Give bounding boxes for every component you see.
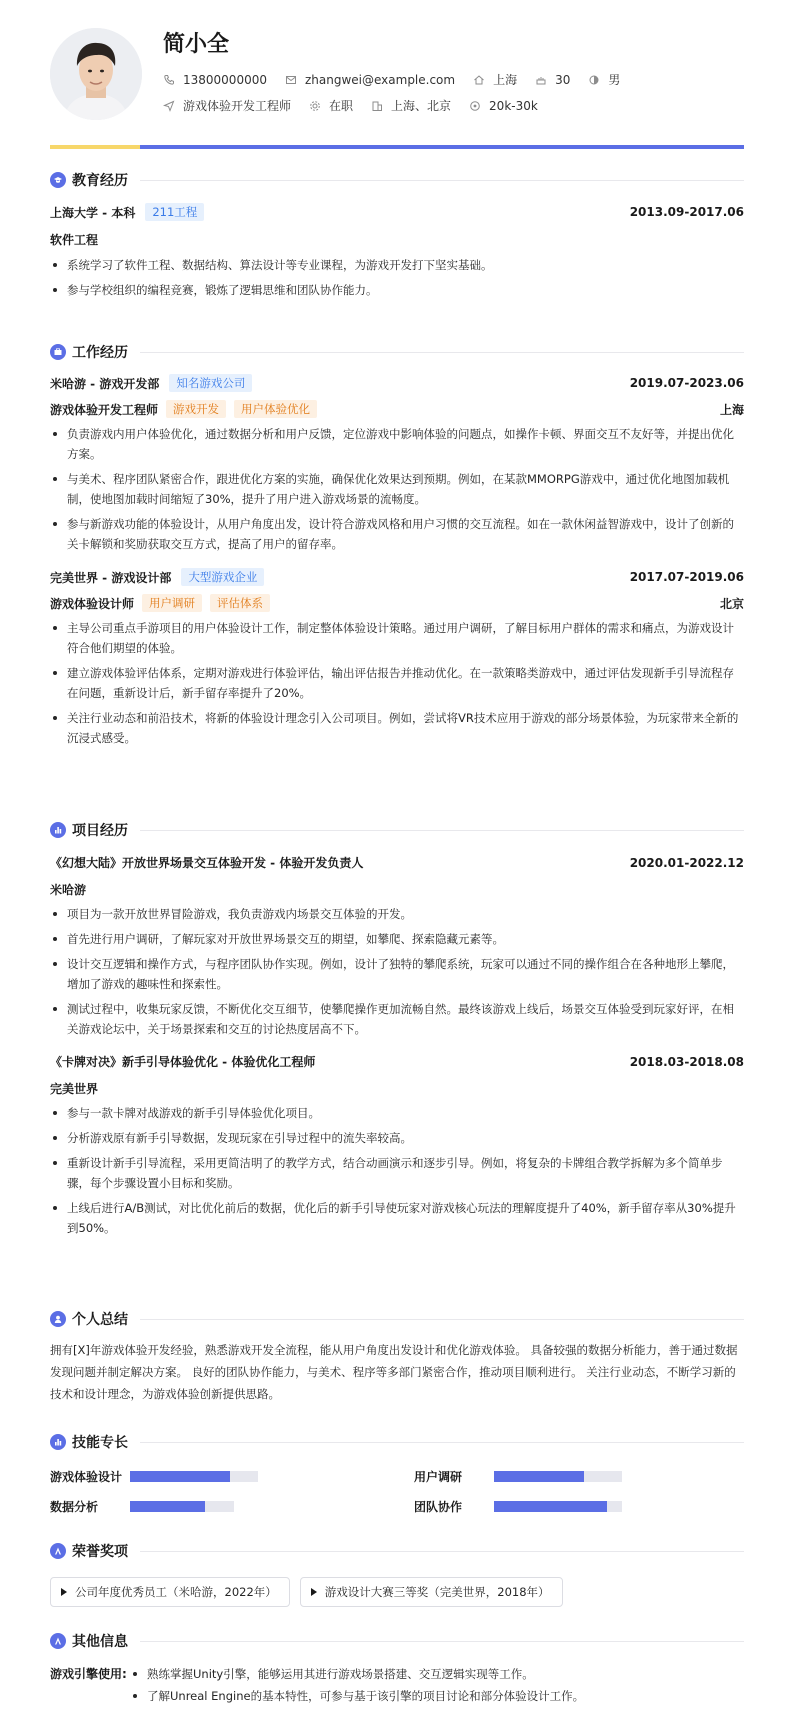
education-section <box>50 170 744 300</box>
email-text: zhangwei@example.com <box>304 72 456 87</box>
project-org: 米哈游 <box>50 883 87 897</box>
project-org: 完美世界 <box>50 1082 99 1096</box>
skill-item <box>50 1497 380 1515</box>
gear-icon <box>309 100 321 112</box>
section-header <box>50 1309 744 1329</box>
section-title: 个人总结 <box>72 1312 128 1328</box>
location-item <box>473 71 517 88</box>
list-item: 项目为一款开放世界冒险游戏，我负责游戏内场景交互体验的开发。 <box>50 904 744 924</box>
list-item: 首先进行用户调研，了解玩家对开放世界场景交互的期望，如攀爬、探索隐藏元素等。 <box>50 929 744 949</box>
project-name: 《幻想大陆》开放世界场景交互体验开发 - 体验开发负责人 <box>50 856 364 870</box>
education-bullets <box>50 255 744 300</box>
list-item: 系统学习了软件工程、数据结构、算法设计等专业课程，为游戏开发打下坚实基础。 <box>50 255 744 275</box>
awards-section <box>50 1541 744 1607</box>
user-icon <box>50 1311 66 1327</box>
header-divider <box>50 145 744 149</box>
list-item: 设计交互逻辑和操作方式，与程序团队协作实现。例如，设计了独特的攀爬系统，玩家可以通过不同的操作组合在各种地形上攀爬，增加了游戏的趣味性和探索性。 <box>50 954 744 994</box>
award-icon <box>50 1543 66 1559</box>
section-header <box>50 342 744 362</box>
award-icon <box>50 1633 66 1649</box>
section-divider <box>140 1641 744 1642</box>
section-divider <box>140 830 744 831</box>
phone-text: 13800000000 <box>183 72 267 87</box>
candidate-name: 简小全 <box>163 32 230 57</box>
role-tag: 用户调研 <box>142 594 202 612</box>
work-city: 上海 <box>719 402 744 417</box>
section-divider <box>140 1442 744 1443</box>
phone-icon <box>163 74 175 86</box>
skill-item <box>414 1467 744 1485</box>
list-item: 与美术、程序团队紧密合作，跟进优化方案的实施，确保优化效果达到预期。例如，在某款MMORPG游戏中，通过优化地图加载机制，使地图加载时间缩短了30%，提升了用户进入游戏场景的流畅度。 <box>50 469 744 509</box>
project-entry-header <box>50 1053 744 1070</box>
summary-text: 拥有[X]年游戏体验开发经验，熟悉游戏开发全流程，能从用户角度出发设计和优化游戏体验。 具备较强的数据分析能力，善于通过数据发现问题并制定解决方案。 良好的团队协作能力，与美术、程序等多部门紧密合作，推动项目顺利进行。 关注行业动态，不断学习新的技术和设计理念，为游戏体验创新提供思路。 <box>50 1343 738 1401</box>
section-header <box>50 170 744 190</box>
list-item: 参与新游戏功能的体验设计，从用户角度出发，设计符合游戏风格和用户习惯的交互流程。如在一款休闲益智游戏中，设计了创新的关卡解锁和奖励获取交互方式，提高了用户的留存率。 <box>50 514 744 554</box>
work-date: 2019.07-2023.06 <box>629 376 744 390</box>
money-icon <box>469 100 481 112</box>
avatar-photo <box>50 28 142 120</box>
skill-name: 数据分析 <box>50 1499 99 1514</box>
salary-text: 20k-30k <box>489 98 538 113</box>
project-bullets <box>50 1103 744 1238</box>
section-divider <box>140 1551 744 1552</box>
section-title: 其他信息 <box>72 1634 128 1650</box>
work-role-row <box>50 594 744 612</box>
company-tag: 大型游戏企业 <box>181 568 264 586</box>
company-name: 完美世界 - 游戏设计部 <box>50 570 172 585</box>
other-section <box>50 1631 744 1707</box>
briefcase-icon <box>50 344 66 360</box>
gender-icon <box>588 74 600 86</box>
skill-fill <box>494 1471 584 1482</box>
role-tag: 用户体验优化 <box>234 400 317 418</box>
bar-chart-icon <box>50 822 66 838</box>
gender-item <box>588 71 620 88</box>
summary-section <box>50 1309 744 1405</box>
mail-icon <box>285 74 297 86</box>
divider-blue <box>140 145 744 149</box>
work-bullets <box>50 424 744 554</box>
skill-bar <box>130 1501 234 1512</box>
project-date: 2020.01-2022.12 <box>629 855 744 870</box>
section-title: 项目经历 <box>72 823 128 839</box>
list-item: 了解Unreal Engine的基本特性，可参与基于该引擎的项目讨论和部分体验设计工作。 <box>130 1685 584 1707</box>
skill-bar <box>130 1471 258 1482</box>
send-icon <box>163 100 175 112</box>
skill-name: 游戏体验设计 <box>50 1469 123 1484</box>
section-header <box>50 1432 744 1452</box>
skill-bar <box>494 1501 622 1512</box>
company-tag: 知名游戏公司 <box>169 374 252 392</box>
status-text: 在职 <box>329 99 354 113</box>
email-item <box>285 73 455 87</box>
education-entry-header <box>50 203 744 221</box>
salary-item <box>469 99 538 113</box>
job-intent-row <box>163 97 556 114</box>
major-name: 软件工程 <box>50 233 99 247</box>
company-name: 米哈游 - 游戏开发部 <box>50 376 160 391</box>
age-item <box>535 73 570 87</box>
section-title: 教育经历 <box>72 173 128 189</box>
home-icon <box>473 74 485 86</box>
role-name: 游戏体验设计师 <box>50 596 135 611</box>
play-icon <box>311 1588 317 1596</box>
skills-grid <box>50 1467 744 1515</box>
awards-list <box>50 1577 744 1607</box>
project-date: 2018.03-2018.08 <box>629 1054 744 1069</box>
gender-text: 男 <box>608 73 621 87</box>
skill-fill <box>130 1501 205 1512</box>
work-entry-header <box>50 374 744 392</box>
section-header <box>50 1541 744 1561</box>
section-title: 荣誉奖项 <box>72 1544 128 1560</box>
play-icon <box>61 1588 67 1596</box>
school-tag: 211工程 <box>145 203 204 221</box>
skill-name: 团队协作 <box>414 1499 463 1514</box>
list-item: 熟练掌握Unity引擎，能够运用其进行游戏场景搭建、交互逻辑实现等工作。 <box>130 1663 584 1685</box>
building-icon <box>371 100 383 112</box>
other-bullets <box>130 1663 584 1707</box>
project-bullets <box>50 904 744 1039</box>
list-item: 关注行业动态和前沿技术，将新的体验设计理念引入公司项目。例如，尝试将VR技术应用于游戏的部分场景体验，为玩家带来全新的沉浸式感受。 <box>50 708 744 748</box>
work-date: 2017.07-2019.06 <box>629 570 744 584</box>
role-tag: 游戏开发 <box>166 400 226 418</box>
award-item <box>50 1577 290 1607</box>
award-text: 游戏设计大赛三等奖（完美世界，2018年） <box>324 1585 550 1599</box>
status-item <box>309 97 353 114</box>
list-item: 参与学校组织的编程竞赛，锻炼了逻辑思维和团队协作能力。 <box>50 280 744 300</box>
section-title: 工作经历 <box>72 345 128 361</box>
education-date: 2013.09-2017.06 <box>629 205 744 219</box>
role-name: 游戏体验开发工程师 <box>50 402 159 417</box>
list-item: 测试过程中，收集玩家反馈，不断优化交互细节，使攀爬操作更加流畅自然。最终该游戏上线后，场景交互体验受到玩家好评，在相关游戏论坛中，关于场景探索和交互的讨论热度居高不下。 <box>50 999 744 1039</box>
section-divider <box>140 352 744 353</box>
list-item: 主导公司重点手游项目的用户体验设计工作，制定整体体验设计策略。通过用户调研，了解目标用户群体的需求和痛点，为游戏设计符合他们期望的体验。 <box>50 618 744 658</box>
section-header <box>50 820 744 840</box>
section-header <box>50 1631 744 1651</box>
skill-item <box>414 1497 744 1515</box>
section-divider <box>140 180 744 181</box>
list-item: 建立游戏体验评估体系，定期对游戏进行体验评估，输出评估报告并推动优化。在一款策略类游戏中，通过评估发现新手引导流程存在问题，重新设计后，新手留存率提升了20%。 <box>50 663 744 703</box>
list-item: 参与一款卡牌对战游戏的新手引导体验优化项目。 <box>50 1103 744 1123</box>
city-item <box>371 97 451 114</box>
section-title: 技能专长 <box>72 1435 128 1451</box>
list-item: 负责游戏内用户体验优化，通过数据分析和用户反馈，定位游戏中影响体验的问题点，如操作卡顿、界面交互不友好等，并提出优化方案。 <box>50 424 744 464</box>
graduation-cap-icon <box>50 172 66 188</box>
skill-fill <box>130 1471 230 1482</box>
position-item <box>163 97 291 114</box>
work-role-row <box>50 400 744 418</box>
role-tag: 评估体系 <box>210 594 270 612</box>
resume-header <box>50 0 744 132</box>
bar-chart-icon <box>50 1434 66 1450</box>
skill-fill <box>494 1501 607 1512</box>
work-section <box>50 342 744 748</box>
cake-icon <box>535 74 547 86</box>
work-bullets <box>50 618 744 748</box>
school-name: 上海大学 - 本科 <box>50 205 136 220</box>
work-city: 北京 <box>719 596 744 611</box>
project-name: 《卡牌对决》新手引导体验优化 - 体验优化工程师 <box>50 1055 316 1069</box>
phone-item <box>163 73 267 87</box>
location-text: 上海 <box>493 73 518 87</box>
list-item: 分析游戏原有新手引导数据，发现玩家在引导过程中的流失率较高。 <box>50 1128 744 1148</box>
skills-section <box>50 1432 744 1515</box>
position-text: 游戏体验开发工程师 <box>183 99 292 113</box>
list-item: 上线后进行A/B测试，对比优化前后的数据，优化后的新手引导使玩家对游戏核心玩法的理解度提升了40%，新手留存率从30%提升到50%。 <box>50 1198 744 1238</box>
avatar <box>50 28 142 120</box>
work-entry-header <box>50 568 744 586</box>
other-block <box>50 1663 744 1707</box>
section-divider <box>140 1319 744 1320</box>
divider-yellow <box>50 145 140 149</box>
award-item <box>300 1577 563 1607</box>
age-text: 30 <box>555 72 571 87</box>
projects-section <box>50 820 744 1238</box>
other-label: 游戏引擎使用: <box>50 1667 127 1681</box>
award-text: 公司年度优秀员工（米哈游，2022年） <box>75 1585 277 1599</box>
skill-bar <box>494 1471 622 1482</box>
skill-item <box>50 1467 380 1485</box>
expected-city-text: 上海、北京 <box>391 99 452 113</box>
skill-name: 用户调研 <box>414 1469 463 1484</box>
contact-row <box>163 71 638 88</box>
list-item: 重新设计新手引导流程，采用更简洁明了的教学方式，结合动画演示和逐步引导。例如，将复杂的卡牌组合教学拆解为多个简单步骤，每个步骤设置小目标和奖励。 <box>50 1153 744 1193</box>
project-entry-header <box>50 854 744 871</box>
